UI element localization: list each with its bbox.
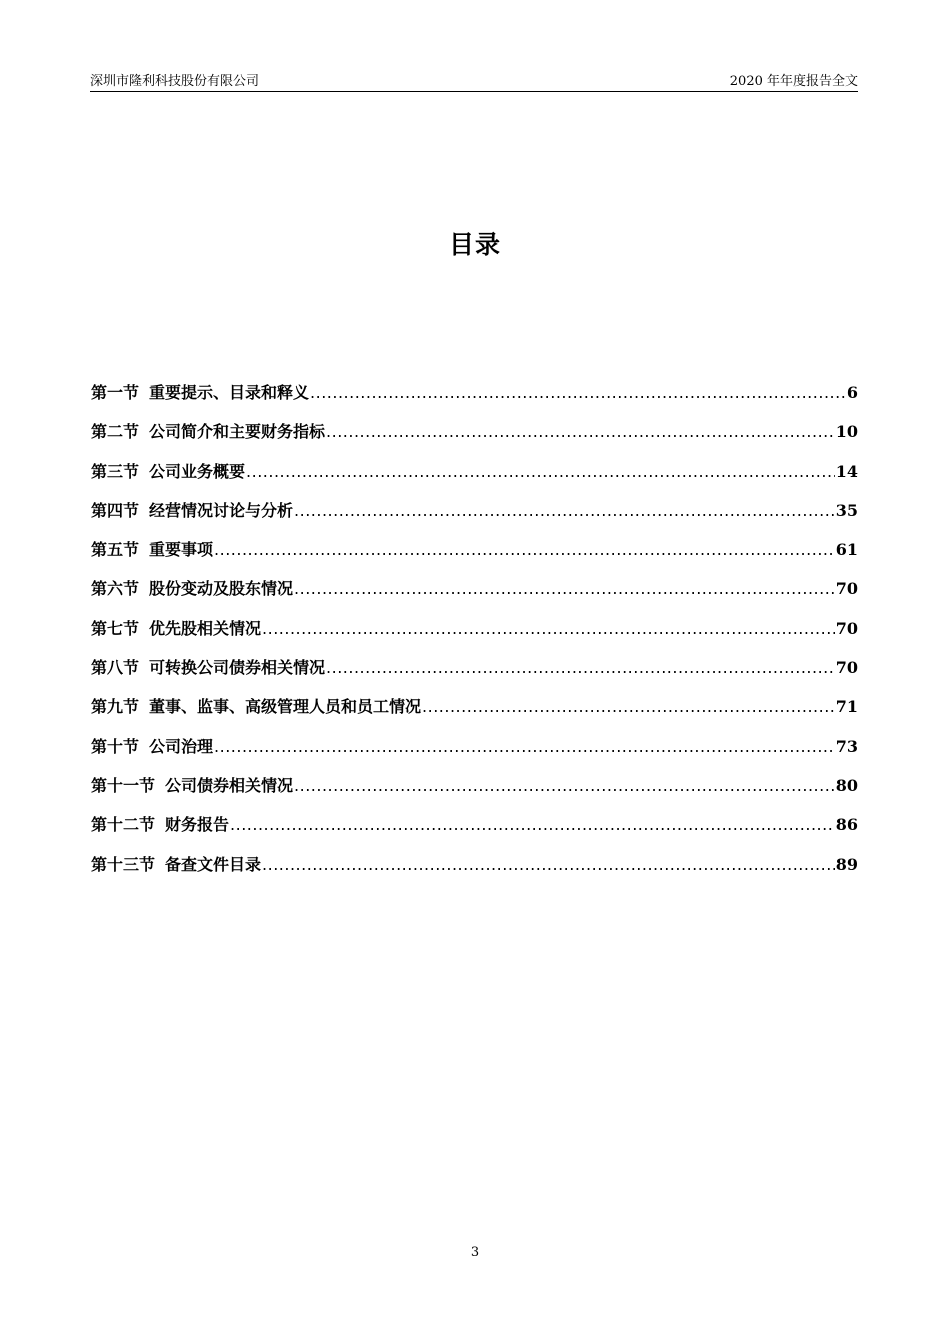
toc-section-label: 第二节: [91, 422, 140, 442]
toc-page-number: 35: [835, 500, 858, 520]
toc-leader-dots: [294, 579, 835, 598]
toc-leader-dots: [310, 383, 846, 402]
header-company-name: 深圳市隆利科技股份有限公司: [90, 74, 260, 89]
toc-section-label: 第五节: [91, 540, 140, 560]
toc-entry[interactable]: [91, 812, 858, 851]
toc-entry[interactable]: [91, 852, 858, 891]
toc-section-title: 可转换公司债券相关情况: [149, 658, 326, 678]
toc-page-number: 61: [835, 540, 858, 560]
toc-section-title: 备查文件目录: [165, 854, 262, 874]
toc-leader-dots: [214, 737, 835, 756]
toc-leader-dots: [246, 462, 835, 481]
page-number: 3: [470, 1245, 480, 1260]
toc-entry[interactable]: [91, 380, 858, 419]
toc-page-number: 14: [835, 461, 858, 481]
table-of-contents: [91, 380, 858, 891]
toc-section-title: 重要事项: [149, 540, 214, 560]
toc-leader-dots: [294, 776, 835, 795]
toc-page-number: 70: [835, 658, 858, 678]
toc-page-number: 86: [835, 815, 858, 835]
toc-section-title: 董事、监事、高级管理人员和员工情况: [149, 697, 422, 717]
page-title: 目录: [448, 230, 501, 259]
toc-section-label: 第十二节: [91, 815, 156, 835]
toc-section-label: 第九节: [91, 697, 140, 717]
toc-section-label: 第四节: [91, 500, 140, 520]
toc-page-number: 89: [835, 854, 858, 874]
toc-section-title: 公司治理: [149, 736, 214, 756]
toc-leader-dots: [262, 855, 835, 874]
toc-entry[interactable]: [91, 498, 858, 537]
toc-entry[interactable]: [91, 773, 858, 812]
toc-page-number: 70: [835, 579, 858, 599]
toc-leader-dots: [326, 658, 835, 677]
toc-section-label: 第十一节: [91, 775, 156, 795]
toc-section-label: 第十节: [91, 736, 140, 756]
toc-section-title: 财务报告: [165, 815, 230, 835]
toc-leader-dots: [294, 501, 835, 520]
toc-entry[interactable]: [91, 616, 858, 655]
toc-leader-dots: [230, 815, 835, 834]
toc-section-title: 股份变动及股东情况: [149, 579, 294, 599]
toc-entry[interactable]: [91, 734, 858, 773]
toc-entry[interactable]: [91, 537, 858, 576]
toc-leader-dots: [422, 697, 835, 716]
toc-section-title: 经营情况讨论与分析: [149, 500, 294, 520]
toc-section-title: 重要提示、目录和释义: [149, 383, 310, 402]
header-report-title: 2020 年年度报告全文: [729, 74, 858, 89]
toc-leader-dots: [326, 422, 835, 441]
toc-section-label: 第一节: [91, 383, 140, 402]
toc-entry[interactable]: [91, 459, 858, 498]
toc-section-title: 公司债券相关情况: [165, 775, 294, 795]
toc-page-number: 73: [835, 736, 858, 756]
toc-page-number: 70: [835, 618, 858, 638]
toc-entry[interactable]: [91, 576, 858, 615]
page-header: [90, 71, 858, 92]
toc-section-label: 第七节: [91, 618, 140, 638]
toc-section-label: 第六节: [91, 579, 140, 599]
toc-section-title: 公司业务概要: [149, 461, 246, 481]
toc-section-label: 第三节: [91, 461, 140, 481]
toc-page-number: 10: [835, 422, 858, 442]
toc-section-title: 优先股相关情况: [149, 618, 262, 638]
toc-page-number: 71: [835, 697, 858, 717]
toc-section-title: 公司简介和主要财务指标: [149, 422, 326, 442]
toc-entry[interactable]: [91, 694, 858, 733]
toc-entry[interactable]: [91, 655, 858, 694]
toc-page-number: 80: [835, 775, 858, 795]
toc-leader-dots: [214, 540, 835, 559]
toc-page-number: 6: [846, 383, 858, 402]
toc-entry[interactable]: [91, 419, 858, 458]
toc-section-label: 第八节: [91, 658, 140, 678]
toc-leader-dots: [262, 619, 835, 638]
toc-section-label: 第十三节: [91, 854, 156, 874]
